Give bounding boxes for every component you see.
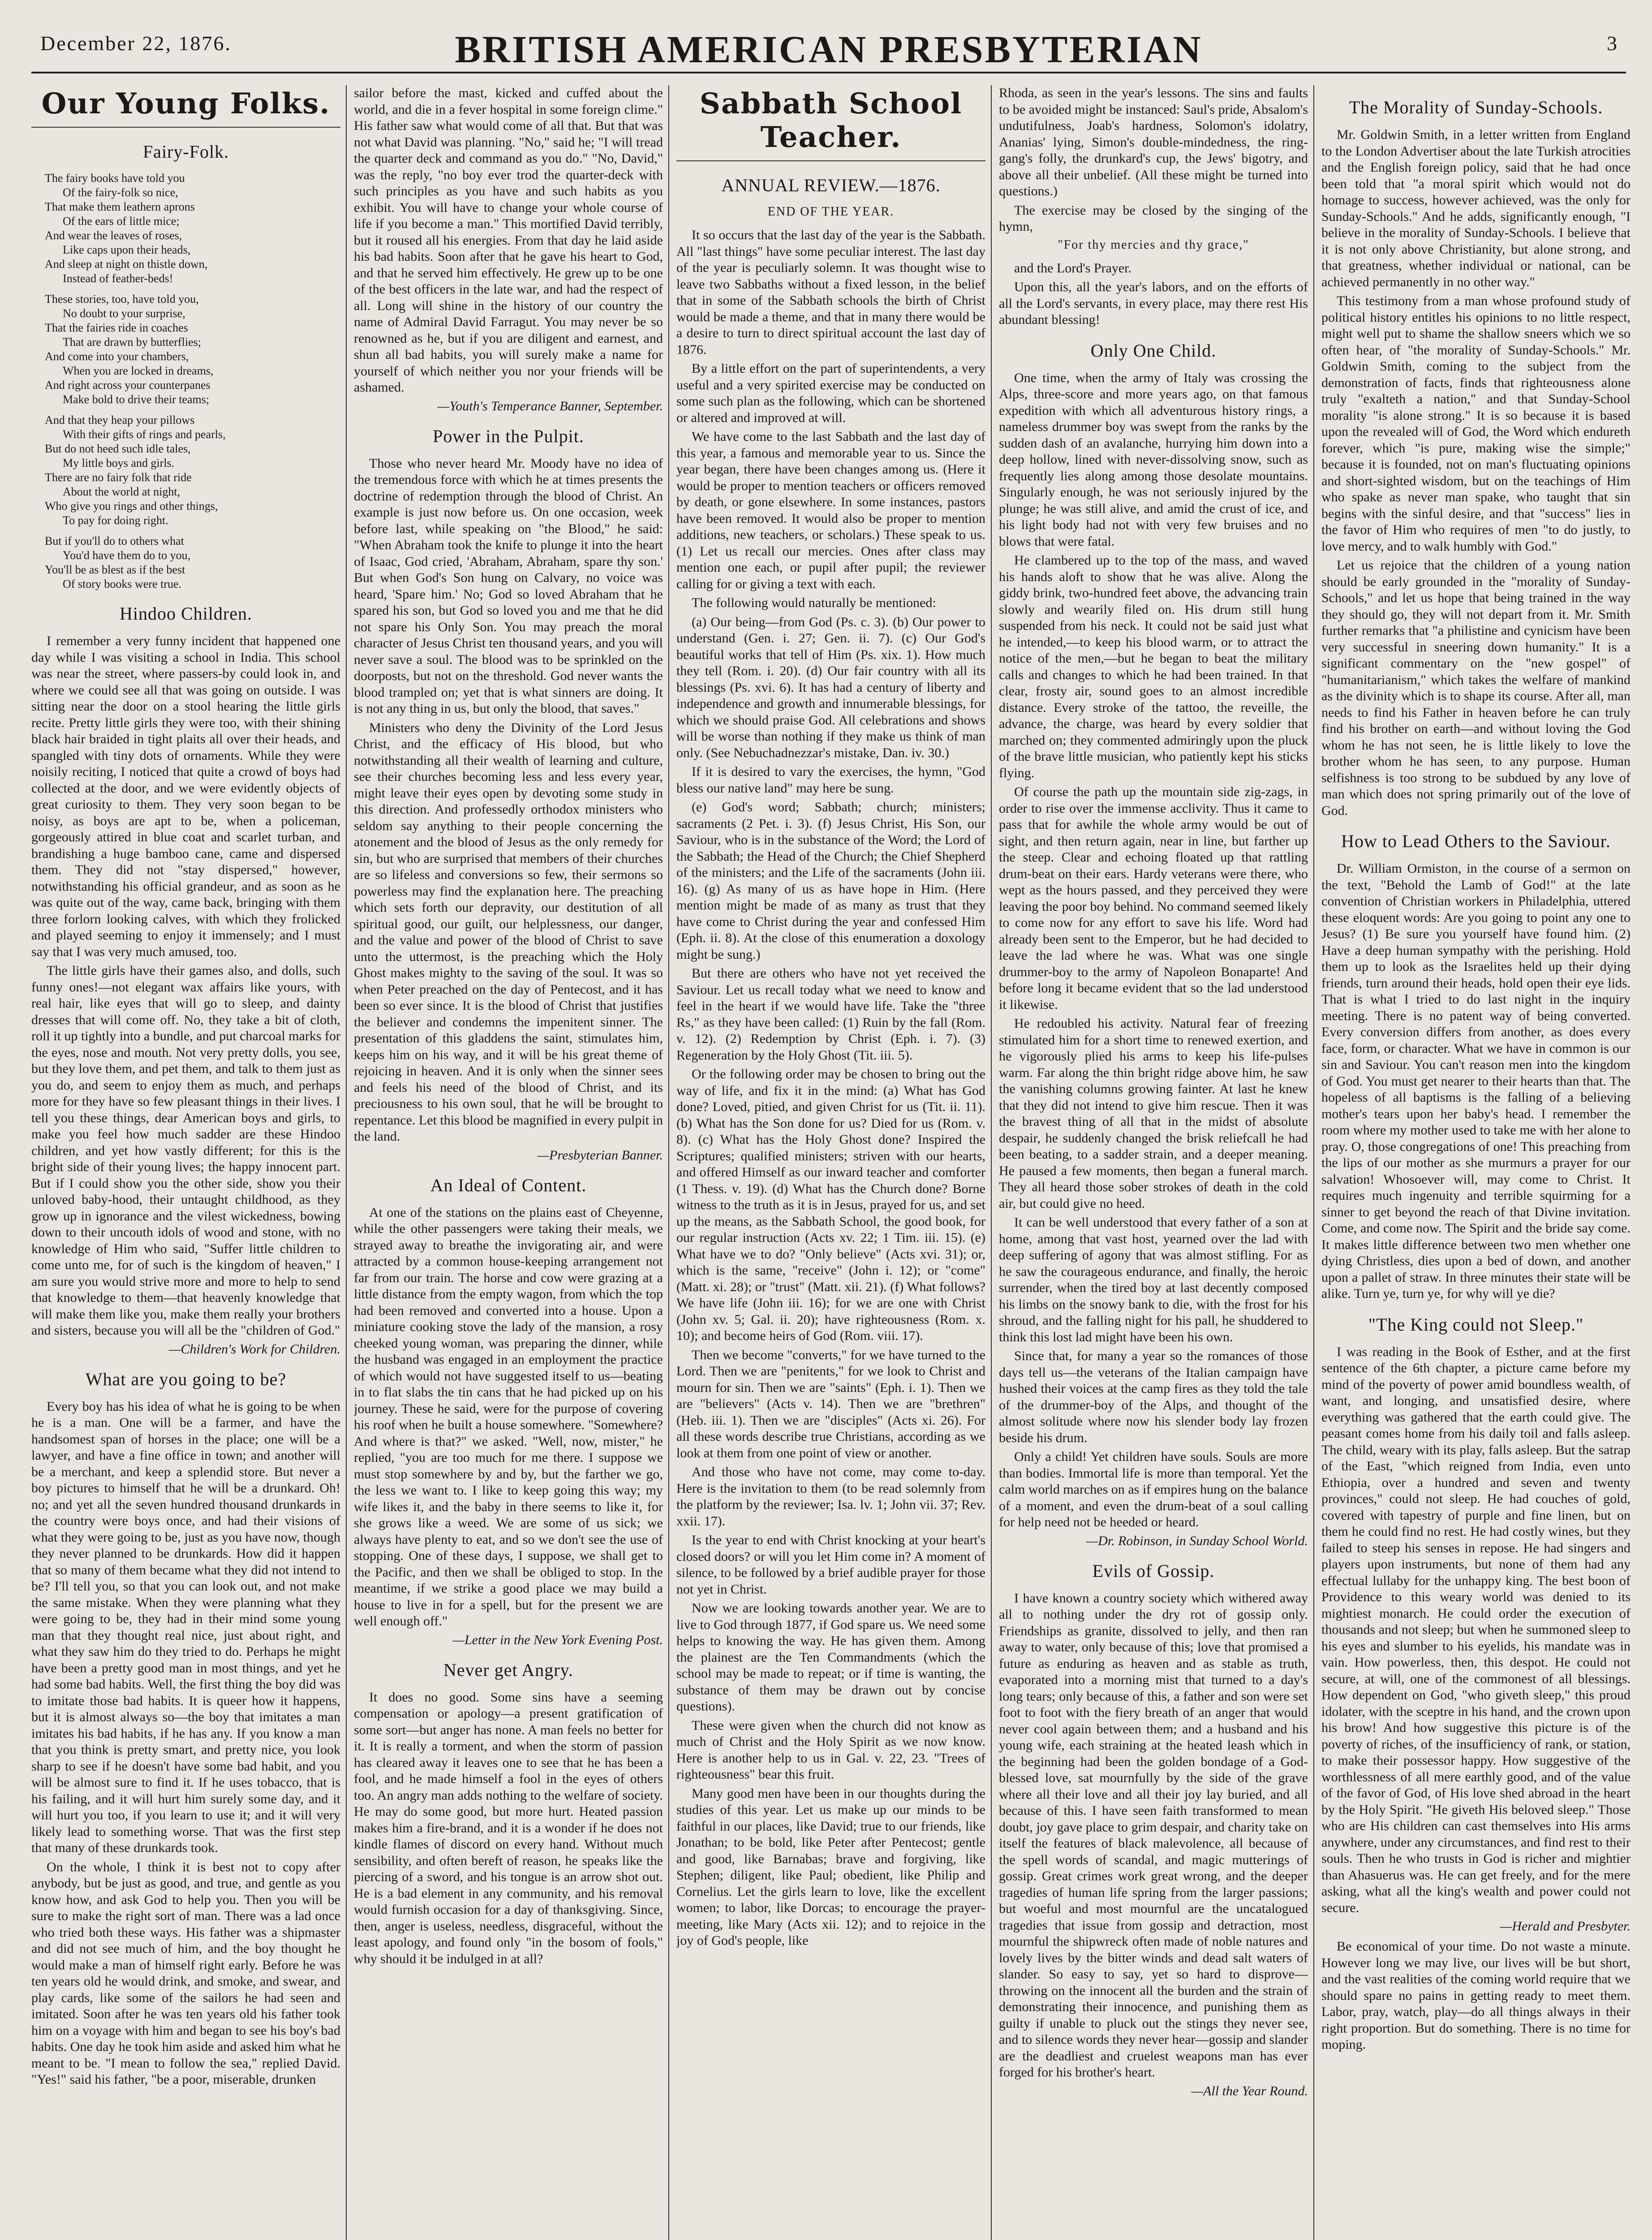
- paragraph: Rhoda, as seen in the year's lessons. The sins and faults to be avoided might be instanced: Saul's pride, Absalom's undutifulness, Joab's hardness, Solomon's idolatry, Ananias' lying, Simon's double-mindedness, the ring-gang's folly, the drunkard's cup, the Jews' bigotry, and above all their unbelief. (All these might be turned into questions.): [999, 86, 1308, 198]
- paragraph: (e) God's word; Sabbath; church; ministers; sacraments (2 Pet. i. 3). (f) Jesus Christ, His Son, our Saviour, who is in the substance of the Word; the Lord of the Sabbath; the Head of the Church; the Chief Shepherd of the ministers; and the Life of the sacraments (John iii. 16). (g) As many of us as have hope in Him. (Here mention might be made of as many as trust that they have come to Christ during the year and confessed Him (Eph. ii. 8). At the close of this enumeration a doxology might be sung.): [676, 800, 985, 962]
- poem-line: To pay for doing right.: [63, 514, 168, 527]
- paragraph: Since that, for many a year so the romances of those days tell us—the veterans of the Italian campaign have hushed their voices at the camp fires as they told the tale of the drummer-boy of the Alps, and thought of the almost solitude where now his slender body lay frozen beside his drum.: [999, 1348, 1308, 1445]
- paragraph: If it is desired to vary the exercises, the hymn, "God bless our native land" may here be sung.: [676, 764, 985, 796]
- article-subtitle: END OF THE YEAR.: [767, 205, 895, 219]
- paragraph: It can be well understood that every father of a son at home, among that vast host, yearned over the lad with deep suffering of agony that was almost stifling. For as he saw the courageous endurance, and finally, the heroic surrender, when the tired boy at last decently composed his limbs on the snowy bank to die, with the frost for his shroud, and the falling night for his pall, he shuddered to think this lost lad might have been his own.: [999, 1215, 1308, 1344]
- article-title: "The King could not Sleep.": [1368, 1314, 1584, 1335]
- poem-line: And wear the leaves of roses,: [45, 229, 182, 242]
- department-heading: Our Young Folks.: [31, 87, 340, 128]
- poem-line: About the world at night,: [63, 485, 181, 498]
- column-rule: [1313, 85, 1314, 2240]
- poem-line: And come into your chambers,: [45, 350, 189, 363]
- poem-line: But do not heed such idle tales,: [45, 442, 191, 455]
- poem-line: Of the ears of little mice;: [63, 215, 180, 228]
- poem-line: With their gifts of rings and pearls,: [63, 428, 226, 441]
- page-number: 3: [1607, 32, 1617, 55]
- article-source: —Youth's Temperance Banner, September.: [437, 398, 663, 414]
- paragraph: It does no good. Some sins have a seeming compensation or apology—a present gratification of some sort—but anger has none. A man feels no better for it. It is really a torment, and when the storm of passion has cleared away it leaves one to see that he has been a fool, and he made himself a fool in the eyes of others too. An angry man adds nothing to the welfare of society. He may do some good, but more hurt. Heated passion makes him a fire-brand, and it is a wonder if he does not kindle flames of discord on every hand. Without much sensibility, and often bereft of reason, he speaks like the piercing of a sword, and his tongue is an arrow shot out. He is a bad element in any community, and his removal would furnish occasion for a day of thanksgiving. Since, then, anger is useless, needless, disgraceful, without the least apology, and found only "in the bosom of fools," why should it be indulged in at all?: [354, 1689, 663, 1966]
- newspaper-title: BRITISH AMERICAN PRESBYTERIAN: [455, 28, 1203, 71]
- column-rule: [991, 85, 992, 2240]
- article-source: —Herald and Presbyter.: [1500, 1919, 1630, 1934]
- poem: [45, 171, 340, 591]
- article-title: Fairy-Folk.: [142, 142, 229, 162]
- paragraph: Every boy has his idea of what he is going to be when he is a man. One will be a farmer, and have the handsomest span of horses in the place; one will be a lawyer, and have a fine office in town; and another will be a merchant, and keep a splendid store. But never a boy pictures to himself that he will be a drunkard. Oh! no; and yet all the seven hundred thousand drunkards in the country were boys once, and had their visions of what they were going to be, just as you have now, though they never planned to be drunkards. How did it happen that so many of them became what they did not intend to be? I'll tell you, so that you can look out, and not make the same mistake. When they were planning what they were going to be, they had in their mind some young man that they thought real nice, just about right, and what they saw him do they tried to do. Perhaps he might have been a pretty good man in most things, and yet he had some bad habits. Well, the first thing the boy did was to imitate those bad habits. It is queer how it happens, but it is almost always so—the boy that imitates a man imitates his bad habits, if he has any. If you know a man that you think is pretty smart, and pretty nice, you look sharp to see if he doesn't have some bad habit, and you will be almost sure to find it. If he uses tobacco, that is his failing, and it will hurt him surely some day, and it will hurt you too, if you learn to use it; and it will very likely lead to something worse. That was the first step that many of these drunkards took.: [31, 1399, 340, 1855]
- paragraph: And those who have not come, may come to-day. Here is the invitation to them (to be read solemnly from the platform by the reviewer; Isa. lv. 1; John vii. 37; Rev. xxii. 17).: [676, 1465, 985, 1529]
- paragraph: (a) Our being—from God (Ps. c. 3). (b) Our power to understand (Gen. i. 27; Gen. ii. 7). (c) Our God's beautiful works that tell of Him (Ps. xix. 1). How much they tell (Rom. i. 20). (d) Our fair country with all its blessings (Ps. xvi. 6). It has had a century of liberty and independence and growth and innumerable blessings, for which we should praise God. All celebrations and shows will be worse than nothing if they make us think of man only. (See Nebuchadnezzar's mistake, Dan. iv. 30.): [676, 614, 985, 760]
- article-source: —Presbyterian Banner.: [537, 1147, 663, 1163]
- article-source: —Dr. Robinson, in Sunday School World.: [1086, 1533, 1308, 1548]
- article-title: Evils of Gossip.: [1092, 1560, 1215, 1581]
- paragraph: The little girls have their games also, and dolls, such funny ones!—not elegant wax affairs like yours, with real hair, like eyes that will go to sleep, and dainty dresses that will come off. No, they take a bit of cloth, roll it up tightly into a bundle, and put charcoal marks for the eyes, nose and mouth. Not very pretty dolls, you see, but they love them, and pet them, and talk to them just as you do, and seem to enjoy them as much, and perhaps more for they have so few pleasant things in their lives. I tell you these things, dear American boys and girls, to make you feel how much sadder are these Hindoo children, and yet how vastly different; for this is the bright side of their young lives; the happy innocent part. But if I could show you the other side, show you their unloved baby-hood, their untaught childhood, as they grow up in ignorance and the vilest wickedness, bowing down to their uncouth idols of wood and stone, with no knowledge of Him who said, "Suffer little children to come unto me, for of such is the kingdom of heaven," I am sure you would strive more and more to help to send that knowledge to them—that heavenly knowledge that will make them like you, make them really your brothers and sisters, because you will all be the "children of God.": [31, 963, 340, 1338]
- column-rule: [668, 85, 669, 2240]
- paragraph: Many good men have been in our thoughts during the studies of this year. Let us make up our minds to be faithful in our places, like David; true to our friends, like Jonathan; to be bold, like Peter after Pentecost; gentle and good, like Barnabas; brave and forgiving, like Stephen; diligent, like Paul; obedient, like Philip and Cornelius. Let the girls learn to love, like the excellent women; to labor, like Dorcas; to encourage the prayer-meeting, like Mary (Acts xii. 12); and to rejoice in the joy of God's people, like: [676, 1786, 985, 1948]
- poem-line: You'll be as blest as if the best: [45, 563, 185, 576]
- paragraph: I was reading in the Book of Esther, and at the first sentence of the 6th chapter, a picture came before my mind of the poverty of power amid boundless wealth, of want, and longing, and unsatisfied desire, where everything was gathered that the earth could give. The peasant comes home from his daily toil and falls asleep. The child, weary with its play, falls asleep. But the satrap of the East, "which reigned from India, even unto Ethiopia, over a hundred and seven and twenty provinces," could not sleep. He had couches of gold, covered with tapestry of purple and fine linen, but on them he could find no rest. He had costly wines, but they failed to steep his senses in repose. He had singers and players upon instruments, but none of them had any effectual lullaby for the unhappy king. The best boon of Providence to this weary world was denied to its mightiest monarch. He could order the execution of thousands and not sleep; but when he summoned sleep to his eyes and slumber to his eyelids, his mandate was in vain. How powerless, then, this despot. He could not secure, at will, one of the commonest of all blessings. How dependent on God, "who giveth sleep," this proud idolater, with the sceptre in his hand, and the crown upon his brow! And how suggestive this picture is of the poverty of riches, of the insufficiency of rank, or station, to make their possessor happy. How suggestive of the worthlessness of all mere earthly good, and of the value of the favor of God, of His love shed abroad in the heart by the Holy Spirit. "He giveth His beloved sleep." Those who are His children can cast themselves into His arms anywhere, under any circumstances, and find rest to their souls. Then he who trusts in God is richer and mightier than Ahasuerus was. He can get freely, and for the mere asking, what all the king's wealth and power could not secure.: [1321, 1344, 1630, 1915]
- poem-line: That the fairies ride in coaches: [45, 321, 188, 334]
- paragraph: The exercise may be closed by the singing of the hymn,: [999, 202, 1308, 234]
- poem-line: When you are locked in dreams,: [63, 364, 214, 377]
- poem-line: That make them leathern aprons: [45, 200, 195, 213]
- poem-line: Who give you rings and other things,: [45, 500, 218, 513]
- column-1: [31, 85, 340, 2240]
- paragraph: He clambered up to the top of the mass, and waved his hands aloft to show that he was alive. Along the giddy brink, two-hundred feet above, the advancing train slowly and wearily filed on. His drum still hung suspended from his neck. It could not be said just what he intended,—to keep his blood warm, or to attract the notice of the men,—but he began to beat the military calls and changes to which he had been trained. In that clear, frosty air, sound goes to an almost incredible distance. Every stroke of the tattoo, the reveille, the advance, the charge, was heard by every soldier that marched on; they commented admiringly upon the pluck of the brave little musician, who patiently kept his sticks flying.: [999, 553, 1308, 780]
- masthead: [31, 18, 1626, 73]
- paragraph: At one of the stations on the plains east of Cheyenne, while the other passengers were taking their meals, we strayed away to breathe the invigorating air, and were attracted by a common house-keeping arrangement not far from our train. The horse and cow were grazing at a little distance from the empty wagon, from which the top had been removed and converted into a house. Upon a miniature cooking stove the lady of the mansion, a rosy cheeked young woman, was preparing the dinner, while the husband was engaged in an employment the practice of which would not have suggested itself to us—beating in to flat slabs the tin cans that he had picked up on his journey. These he said, were for the purpose of covering his roof when he built a house somewhere. "Somewhere? And where is that?" we asked. "Well, now, mister," he replied, "you are too much for me there. I suppose we must stop somewhere by and by, but the farther we go, the less we want to. I like to keep going this way; my wife likes it, and the baby in there seems to like it, for she grows like a weed. We are some of us sick; we always have plenty to eat, and so we don't see the use of stopping. One of these days, I suppose, we shall get to the Pacific, and then we shall be obliged to stop. In the meantime, if we strike a good place we may build a house to live in for a spell, but for the present we are well enough off.": [354, 1205, 663, 1628]
- paragraph: Or the following order may be chosen to bring out the way of life, and fix it in the mind: (a) What has God done? Loved, pitied, and given Christ for us (Tit. ii. 11). (b) What has the Son done for us? Died for us (Rom. v. 8). (c) What has the Holy Ghost done? Inspired the Scriptures; qualified ministers; striven with our hearts, and offered Himself as our inward teacher and comforter (1 Thess. v. 19). (d) What has the Church done? Borne witness to the truth as it is in Jesus, prayed for us, and set up the means, as the Sabbath School, the good book, for our regular instruction (Acts xv. 22; 1 Tim. iii. 15). (e) What have we to do? "Only believe" (Acts xvi. 31); or, which is the same, "receive" (John i. 12); or "come" (Matt. xi. 28); or "trust" (Matt. xii. 21). (f) What follows? We have life (John iii. 16); for we are one with Christ (John xv. 5; Gal. ii. 20); have righteousness (Rom. x. 10); and become heirs of God (Rom. viii. 17).: [676, 1067, 985, 1343]
- department-heading: Sabbath School Teacher.: [676, 87, 985, 161]
- paragraph: Dr. William Ormiston, in the course of a sermon on the text, "Behold the Lamb of God!" at the late convention of Christian workers in Philadelphia, uttered these eloquent words: Are you going to point any one to Jesus? (1) Be sure you yourself have found him. (2) Have a deep human sympathy with the perishing. Hold them up to look as the Israelites held up their dying friends, turn around their heads, hold open their eye lids. That is what I tried to do last night in the inquiry meeting. There is no patent way of being converted. Every conversion differs from another, as does every face, form, or character. What we have in common is our sin and Saviour. You can't reason men into the kingdom of God. You must get nearer to their hearts than that. The hopeless of all baptisms is the falling of a believing mother's tears upon her baby's head. I remember the room where my mother used to take me with her alone to pray. O, those congregations of one! This preaching from the lips of our mother as she murmurs a prayer for our salvation! Whosoever will, may come to Christ. It requires much ingenuity and terrible squirming for a sinner to get beyond the reach of that Divine invitation. Come, and come now. The Spirit and the bride say come. It makes little difference between two men whether one dying Christless, dies upon a bed of down, and another upon a pallet of straw. In three minutes their state will be alike. Turn ye, turn ye, for why will ye die?: [1321, 861, 1630, 1301]
- article-title: How to Lead Others to the Saviour.: [1341, 831, 1611, 851]
- paragraph: By a little effort on the part of superintendents, a very useful and a very spirited exercise may be conducted on some such plan as the following, which can be shortened or altered and improved at will.: [676, 361, 985, 425]
- poem-line: No doubt to your surprise,: [63, 307, 185, 320]
- paragraph: Let us rejoice that the children of a young nation should be early grounded in the "morality of Sunday-Schools," and let us hope that being trained in the way they should go, they will not depart from it. Mr. Smith further remarks that "a philistine and cynicism have been very successful in sneering down humanity." It is a significant commentary on the "new gospel" of "humanitarianism," which takes the welfare of mankind as the divinity which is to shape its course. After all, man needs to find his Father in heaven before he can truly find his brother on earth—and without loving the God whom he has not seen, he is little likely to love the brother whom he has seen, to any purpose. Human selfishness is too strong to be subdued by any love of man which does not spring primarily out of the love of God.: [1321, 558, 1630, 818]
- column-rule: [346, 85, 347, 2240]
- paragraph: Ministers who deny the Divinity of the Lord Jesus Christ, and the efficacy of His blood, but who notwithstanding all their wealth of learning and culture, see their churches becoming less and less every year, might leave their eyes open by devoting some study in this direction. And professedly orthodox ministers who seldom say anything to their people concerning the atonement and the blood of Jesus as the only remedy for sin, but who are surprised that members of their churches are so lifeless and conversions so few, their sermons so powerless may find the explanation here. The preaching which sets forth our depravity, our destitution of all spiritual good, our guilt, our helplessness, our danger, and the value and power of the blood of Christ to save unto the uttermost, is the preaching which the Holy Ghost makes mighty to the saving of the soul. It was so when Peter preached on the day of Pentecost, and it has been so ever since. It is the blood of Christ that justifies the believer and condemns the impenitent sinner. The presentation of this gladdens the saint, stimulates him, keeps him on his way, and it will be his great theme of rejoicing in heaven. And it is only when the sinner sees and feels his need of the blood of Christ, and its preciousness to his own soul, that he will be brought to repentance. Let this blood be magnified in every pulpit in the land.: [354, 720, 663, 1144]
- paragraph: It so occurs that the last day of the year is the Sabbath. All "last things" have some peculiar interest. The last day of the year is peculiarly solemn. It was thought wise to leave two Sabbaths without a fixed lesson, in the belief that in some of the Sabbath schools the birth of Christ would be made a theme, and that in many there would be a desire to turn to direct spiritual account the last day of 1876.: [676, 228, 985, 357]
- paragraph: Be economical of your time. Do not waste a minute. However long we may live, our lives will be but short, and the vast realities of the coming world require that we should spare no pains in getting ready to meet them. Labor, pray, watch, play—do all things always in their right proportion. But do something. There is no time for moping.: [1321, 1939, 1630, 2052]
- article-title: Power in the Pulpit.: [433, 426, 584, 446]
- paragraph: The following would naturally be mentioned:: [692, 595, 936, 610]
- column-3: [676, 85, 985, 2240]
- poem-line: There are no fairy folk that ride: [45, 471, 192, 484]
- poem-line: And right across your counterpanes: [45, 379, 211, 392]
- column-5: [1321, 85, 1630, 2240]
- article-title: ANNUAL REVIEW.—1876.: [721, 175, 941, 195]
- poem-line: My little boys and girls.: [63, 457, 175, 470]
- paragraph: Of course the path up the mountain side zig-zags, in order to rise over the immense acclivity. Thus it came to pass that for awhile the whole army would be out of sight, and then return again, near in line, but farther up the steep. Clear and echoing floated up that rattling drum-beat on their ears. Hardy veterans were there, who wept as the hours passed, and they perceived they were leaving the poor boy behind. No command seemed likely to come now for any effort to save his life. Word had already been sent to the Emperor, but he had decided to leave the lad where he was. What was one single drummer-boy to the army of Napoleon Bonaparte! And before long it became evident that so the lad understood it likewise.: [999, 784, 1308, 1012]
- paragraph: On the whole, I think it is best not to copy after anybody, but be just as good, and true, and gentle as you know how, and ask God to help you. Then you will be sure to make the right sort of man. There was a lad once who tried both these ways. His father was a shipmaster and did not see much of him, and the boy thought he would make a man of himself right early. Before he was ten years old he would drink, and smoke, and swear, and play cards, like some of the sailors he had seen and imitated. Soon after he was ten years old his father took him on a voyage with him and began to see his boy's bad habits. One day he took him aside and asked him what he meant to be. "I mean to follow the sea," replied David. "Yes!" said his father, "be a poor, miserable, drunken: [31, 1859, 340, 2087]
- paragraph: Then we become "converts," for we have turned to the Lord. Then we are "penitents," for we look to Christ and mourn for sin. Then we are "saints" (Eph. i. 1). Then we are "believers" (Acts v. 14). Then we are "brethren" (Heb. iii. 1). Then we are "disciples" (Acts xi. 26). For all these words describe true Christians, according as we look at them from one point of view or another.: [676, 1347, 985, 1460]
- stanza-gap: [45, 528, 340, 534]
- paragraph: One time, when the army of Italy was crossing the Alps, three-score and more years ago, on that famous expedition with which all adventurous history rings, a nameless drummer boy was swept from the ranks by the sudden dash of an avalanche, hurrying him down into a deep hollow, lined with never-dissolving snow, such as frequently lies along among those desolate mountains. Singularly enough, he was not seriously injured by the plunge; he was still alive, and amid the crust of ice, and his light body had not with very few bruises and no blows that were fatal.: [999, 370, 1308, 549]
- article-title: What are you going to be?: [85, 1369, 287, 1389]
- poem-line: Of story books were true.: [63, 577, 181, 590]
- poem-line: These stories, too, have told you,: [45, 293, 199, 306]
- article-source: —Children's Work for Children.: [168, 1341, 340, 1357]
- poem-line: But if you'll do to others what: [45, 534, 184, 547]
- column-2: [354, 85, 663, 2240]
- poem-line: Like caps upon their heads,: [63, 243, 191, 256]
- poem-line: Of the fairy-folk so nice,: [63, 186, 178, 199]
- paragraph: This testimony from a man whose profound study of political history entitles his opinions to no little respect, might well put to shame the shallow sneers which we so often hear, of "the morality of Sunday-Schools." Mr. Goldwin Smith, coming to the subject from the demonstration of facts, finds that righteousness alone truly "exalteth a nation," and that Sunday-School morality "is alone strong." It is so because it is based upon the revealed will of God, the Word which endureth forever, which "is pure, making wise the simple;" because it is founded, not on man's fluctuating opinions and short-sighted wisdom, but on the teachings of Him who spake as never man spake, who taught that sin begins with the sinful desire, and that "success" lies in the favor of Him who requires of men "to do justly, to love mercy, and to walk humbly with God.": [1321, 293, 1630, 554]
- stanza-gap: [45, 407, 340, 413]
- poem-line: And that they heap your pillows: [45, 414, 195, 426]
- paragraph: Is the year to end with Christ knocking at your heart's closed doors? or will you let Him come in? A moment of silence, to be followed by a brief audible prayer for those not yet in Christ.: [676, 1533, 985, 1597]
- paragraph: I remember a very funny incident that happened one day while I was visiting a school in India. This school was near the street, where passers-by could look in, and where we could see all that was going on outside. I was sitting near the door on a stool hearing the little girls recite. Pretty little girls they were too, with their shining black hair braided in tight plaits all over their heads, and spangled with tiny dots of ornaments. While they were noisily reciting, I noticed that quite a crowd of boys had collected at the door, and we were evidently objects of great curiosity to them. They very soon began to be noisy, as boys are apt to be, when a policeman, gorgeously attired in blue coat and scarlet turban, and brandishing a huge bamboo cane, came and dispersed them. They did not "stay dispersed," however, notwithstanding his official grandeur, and as soon as he was quite out of the way, came back, bringing with them three forlorn looking calves, with which they frolicked and played seeming to enjoy it immensely; and I must say that I was very much amused, too.: [31, 633, 340, 959]
- article-title: Never get Angry.: [443, 1659, 573, 1680]
- paragraph: He redoubled his activity. Natural fear of freezing stimulated him for a short time to renewed exertion, and he vigorously plied his arms to keep his life-pulses warm. Far along the thin bright ridge above him, he saw the vanishing columns growing fainter. At last he knew that they did not intend to give him rescue. Then it was the bravest thing of all that in the midst of absolute despair, he suddenly changed the brisk reliefcall he had been beating, to a sadder strain, and a deeper meaning. He paused a few moments, then began a funeral march. They all heard those sober strokes of death in the cold air, but could give no heed.: [999, 1016, 1308, 1211]
- paragraph: Upon this, all the year's labors, and on the efforts of all the Lord's servants, in every place, may there rest His abundant blessing!: [999, 280, 1308, 327]
- paragraph: sailor before the mast, kicked and cuffed about the world, and die in a fever hospital in some foreign clime." His father saw what would come of all that. But that was not what David was planning. "No," said he; "I will tread the quarter deck and command as you do." "No, David," was the reply, "no boy ever trod the quarter-deck with such principles as you have and such habits as you exhibit. You will have to change your whole course of life if you become a man." This mortified David terribly, but it roused all his energies. From that day he laid aside his bad habits. Soon after that he gave his heart to God, and that he served him effectively. He grew up to be one of the best officers in the late war, and had the respect of all. Long will shine in the history of our country the name of Admiral David Farragut. You may never be so renowned as he, but if you are diligent and earnest, and shun all bad habits, you will surely make a name for yourself of which neither you nor your friends will be ashamed.: [354, 86, 663, 395]
- paragraph: But there are others who have not yet received the Saviour. Let us recall today what we need to know and feel in the heart if we would have life. Take the "three Rs," as they have been called: (1) Ruin by the fall (Rom. v. 12). (2) Redemption by Christ (Eph. i. 7). (3) Regeneration by the Holy Ghost (Tit. iii. 5).: [676, 966, 985, 1063]
- stanza-gap: [45, 286, 340, 292]
- poem-line: Instead of feather-beds!: [63, 272, 173, 285]
- paragraph: These were given when the church did not know as much of Christ and the Holy Spirit as we now know. Here is another help to us in Gal. v. 22, 23. "Trees of righteousness" bear this fruit.: [676, 1718, 985, 1782]
- poem-line: You'd have them do to you,: [63, 549, 191, 562]
- poem-line: And sleep at night on thistle down,: [45, 258, 208, 271]
- poem-line: The fairy books have told you: [45, 172, 185, 185]
- article-source: —Letter in the New York Evening Post.: [452, 1632, 663, 1647]
- paragraph: We have come to the last Sabbath and the last day of this year, a famous and memorable year to us. Since the year began, there have been changes among us. (Here it would be proper to mention teachers or officers removed by death, or gone elsewhere. In some instances, pastors have been removed. It would also be proper to mention additions, new teachers, or scholars.) These speak to us. (1) Let us recall our mercies. Ones after class may mention one each, or pupil after pupil; the reviewer calling for or giving a text with each.: [676, 429, 985, 591]
- paragraph: and the Lord's Prayer.: [1014, 260, 1132, 276]
- paragraph: Only a child! Yet children have souls. Souls are more than bodies. Immortal life is more than temporal. Yet the calm world marches on as if empires hung on the balance of a moment, and even the drum-beat of a soul calling for help need not be heeded or heard.: [999, 1449, 1308, 1529]
- issue-date: December 22, 1876.: [40, 32, 232, 55]
- paragraph: Those who never heard Mr. Moody have no idea of the tremendous force with which he at times presents the doctrine of redemption through the blood of Christ. An example is just now before us. On one occasion, week before last, while speaking on "the Blood," he said: "When Abraham took the knife to plunge it into the heart of Isaac, God cried, 'Abraham, Abraham, spare thy son.' But when God's Son hung on Calvary, no voice was heard, 'Spare him.' No; God so loved Abraham that he spared his son, but God so loved you and me that he did not spare his Only Son. You may preach the moral character of Jesus Christ ten thousand years, and you will never save a soul. The blood was to be sprinkled on the doorposts, but not on the threshold. God never wants the blood trampled on; yet that is what sinners are doing. It is not any thing in us, but only the blood, that saves.": [354, 456, 663, 716]
- article-title: An Ideal of Content.: [430, 1175, 587, 1195]
- paragraph: I have known a country society which withered away all to nothing under the dry rot of gossip only. Friendships as granite, dissolved to jelly, and then ran away to water, only because of this; love that promised a future as enduring as heaven and as stable as truth, evaporated into a morning mist that turned to a day's long tears; only because of this, a father and son were set foot to foot with the fiery breath of an anger that would never cool again between them; and a husband and his young wife, each straining at the heated leash which in the beginning had been the golden bondage of a God-blessed love, sat mournfully by the side of the grave where all their love and all their joy lay buried, and all because of this. I have seen faith transformed to mean doubt, joy gave place to grim despair, and charity take on itself the features of black malevolence, all because of the spell words of scandal, and magic mutterings of gossip. Great crimes work great wrong, and the deeper tragedies of human life spring from the larger passions; but woeful and most mournful are the uncatalogued tragedies that issue from gossip and detraction, most mournful the shipwreck often made of noble natures and lovely lives by the bitter winds and dead salt waters of slander. So easy to say, yet so hard to disprove—throwing on the innocent all the burden and the strain of demonstrating their innocence, and punishing them as guilty if unable to pluck out the stings they never see, and to silence words they never hear—gossip and slander are the deadliest and cruelest weapons man has ever forged for his brother's heart.: [999, 1590, 1308, 2080]
- article-title: The Morality of Sunday-Schools.: [1349, 97, 1603, 117]
- article-title: Hindoo Children.: [120, 603, 252, 624]
- article-title: Only One Child.: [1090, 340, 1217, 361]
- column-4: [999, 85, 1308, 2240]
- article-source: —All the Year Round.: [1191, 2083, 1308, 2098]
- paragraph: Mr. Goldwin Smith, in a letter written from England to the London Advertiser about the late Turkish atrocities and the English foreign policy, said that he had once been told that "a moral spirit which would not do homage to success, however achieved, was the only for Sunday-Schools." And he adds, significantly enough, "I believe in the morality of Sunday-Schools. I believe that it is not only above Christianity, but alone strong, and that greatness, whether individual or national, can be achieved permanently in no other way.": [1321, 127, 1630, 289]
- hymn-line: "For thy mercies and thy grace,": [1058, 237, 1249, 252]
- paragraph: Now we are looking towards another year. We are to live to God through 1877, if God spare us. We need some helps to knowing the way. He has given them. Among the plainest are the Ten Commandments (which the school may be made to repeat; or if time is wanting, the substance of them may be drawn out by concise questions).: [676, 1601, 985, 1714]
- poem-line: Make bold to drive their teams;: [63, 393, 210, 406]
- poem-line: That are drawn by butterflies;: [63, 336, 201, 349]
